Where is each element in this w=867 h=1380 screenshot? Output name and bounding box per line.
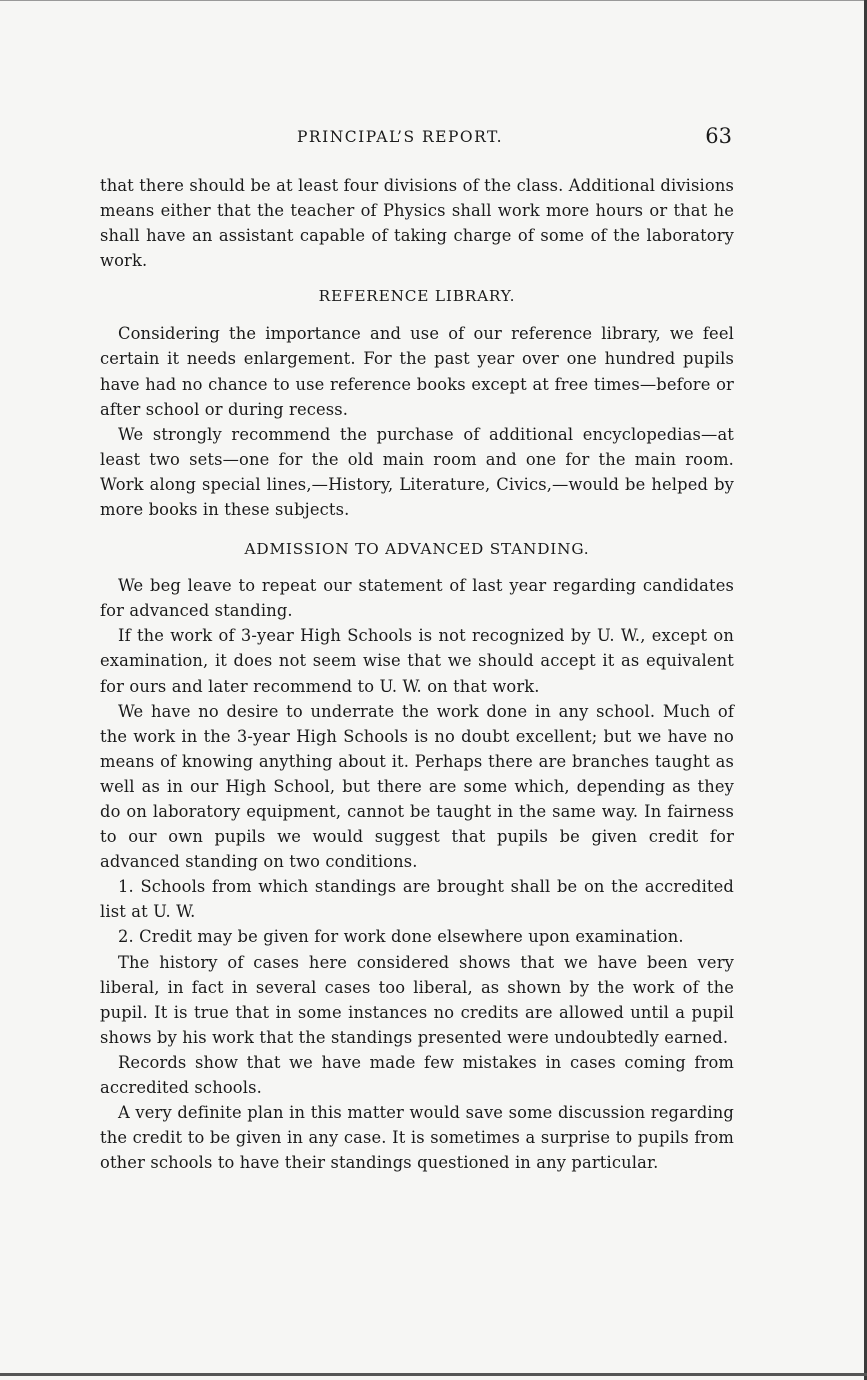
paragraph-condition-2: 2. Credit may be given for work done elsewhere upon examination. [118, 927, 684, 947]
body-text [100, 173, 734, 1175]
paragraph-three-year-schools: If the work of 3-year High Schools is not recognized by U. W., except on examination, it does not seem wise that we should accept it as equivalent for ours and later recommend to U. W. on that work. [100, 626, 734, 696]
page-bottom-edge [0, 1373, 867, 1376]
paragraph-library-enlargement: Considering the importance and use of our reference library, we feel certain it needs enlargement. For the past year over one hundred pupils have had no chance to use reference books except at free times—before or after school or during recess. [100, 324, 734, 419]
paragraph-history-of-cases: The history of cases here considered shows that we have been very liberal, in fact in several cases too liberal, as shown by the work of the pupil. It is true that in some instances no credits are allowed until a pupil shows by his work that the standings presented were undoubtedly earned. [100, 952, 734, 1047]
paragraph-condition-1: 1. Schools from which standings are brought shall be on the accredited list at U. W. [100, 877, 734, 922]
paragraph-no-desire-underrate: We have no desire to underrate the work done in any school. Much of the work in the 3-year High Schools is no doubt excellent; but we have no means of knowing anything about it. Perhaps there are branches taught as well as in our High School, but there are some which, depending as they do on laboratory equipment, cannot be taught in the same way. In fairness to our own pupils we would suggest that pupils be given credit for advanced standing on two conditions. [100, 701, 734, 872]
paragraph-encyclopedias: We strongly recommend the purchase of additional encyclopedias—at least two sets—one for the old main room and one for the main room. Work along special lines,—History, Literature, Civics,—would be helped by more books in these subjects. [100, 424, 734, 520]
heading-reference-library: REFERENCE LIBRARY. [318, 287, 516, 306]
paragraph-records-show: Records show that we have made few mistakes in cases coming from accredited schools. [100, 1052, 734, 1097]
running-header [100, 124, 734, 154]
paragraph-definite-plan: A very definite plan in this matter would save some discussion regarding the credit to be given in any case. It is sometimes a surprise to pupils from other schools to have their standings questioned in any particular. [100, 1103, 734, 1173]
paragraph-physics-continuation: that there should be at least four divisions of the class. Additional divisions means either that the teacher of Physics shall work more hours or that he shall have an assistant capable of taking charge of some of the laboratory work. [100, 176, 734, 271]
page-number: 63 [705, 124, 732, 148]
page-top-edge [0, 0, 867, 1]
running-header-title: PRINCIPAL’S REPORT. [297, 128, 504, 146]
heading-admission-advanced-standing: ADMISSION TO ADVANCED STANDING. [244, 540, 590, 559]
paragraph-repeat-statement: We beg leave to repeat our statement of last year regarding candidates for advanced standing. [100, 576, 734, 621]
